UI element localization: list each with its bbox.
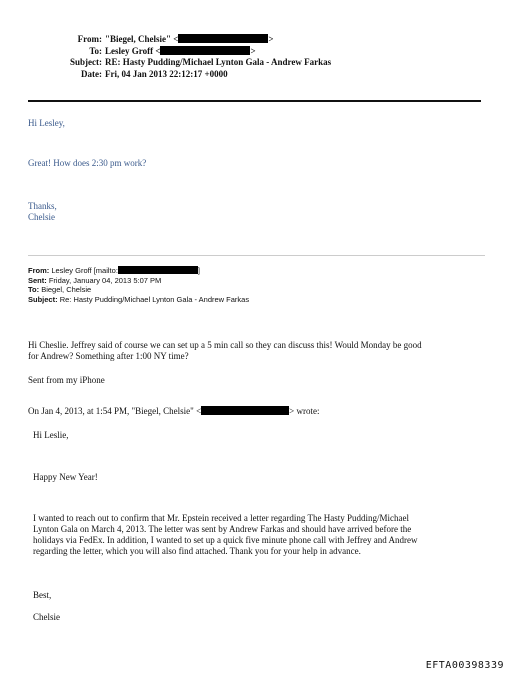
header-to-row <box>10 46 480 58</box>
fwd-subject-row <box>28 295 488 305</box>
subject-label: Subject: <box>70 57 102 67</box>
email-header <box>10 34 480 80</box>
date-label: Date: <box>81 68 102 79</box>
message2-body <box>28 340 488 362</box>
reply-line: Great! How does 2:30 pm work? <box>28 158 147 168</box>
redaction-bar <box>201 406 289 415</box>
quoted-paragraph <box>33 513 493 557</box>
reply-divider <box>28 255 485 256</box>
quoted-closing: Best, <box>33 590 52 600</box>
message2-line: Hi Cheslie. Jeffrey said of course we can set up a 5 min call so they can discuss this! Would Monday be good <box>28 340 422 350</box>
reply-signature: Chelsie <box>28 212 55 222</box>
to-label: To: <box>89 45 102 56</box>
sent-from-iphone: Sent from my iPhone <box>28 375 105 385</box>
from-close: > <box>268 34 274 44</box>
quoted-intro-end: > wrote: <box>289 406 320 416</box>
from-value: "Biegel, Chelsie" < <box>105 34 179 44</box>
quoted-greeting: Hi Leslie, <box>33 430 69 440</box>
redaction-bar <box>118 266 198 274</box>
quoted-line: holidays via FedEx. In addition, I wanted to set up a quick five minute phone call with Jeffrey and Andrew <box>33 535 418 545</box>
quoted-new-year: Happy New Year! <box>33 472 98 482</box>
fwd-from-label: From: <box>28 266 50 275</box>
to-value: Lesley Groff < <box>105 45 161 56</box>
to-close: > <box>250 45 256 56</box>
fwd-sent-label: Sent: <box>28 275 47 285</box>
fwd-sent-row <box>28 276 488 286</box>
quoted-signature: Chelsie <box>33 612 60 622</box>
redaction-bar <box>178 34 268 43</box>
header-divider <box>28 100 481 102</box>
quoted-line: I wanted to reach out to confirm that Mr. Epstein received a letter regarding The Hasty Pudding/Michael <box>33 513 409 523</box>
fwd-subject-value: Re: Hasty Pudding/Michael Lynton Gala - Andrew Farkas <box>59 294 250 304</box>
forwarded-header <box>28 266 488 304</box>
date-value: Fri, 04 Jan 2013 22:12:17 +0000 <box>105 68 228 79</box>
header-subject-row <box>10 57 480 69</box>
fwd-from-close: ] <box>197 266 200 275</box>
fwd-to-value: Biegel, Chelsie <box>41 285 92 294</box>
quoted-line: regarding the letter, which you will also find attached. Thank you for your help in advance. <box>33 546 361 556</box>
fwd-from-value: Lesley Groff [mailto: <box>51 266 118 275</box>
fwd-sent-value: Friday, January 04, 2013 5:07 PM <box>48 275 162 285</box>
quoted-line: Lynton Gala on March 4, 2013. The letter was sent by Andrew Farkas and should have arrived before the <box>33 524 412 534</box>
from-label: From: <box>77 34 102 44</box>
fwd-to-label: To: <box>28 285 40 294</box>
fwd-from-row <box>28 266 488 276</box>
redaction-bar <box>160 46 250 55</box>
bates-number: EFTA00398339 <box>425 660 504 671</box>
message2-line: for Andrew? Something after 1:00 NY time? <box>28 351 189 361</box>
header-from-row <box>10 34 480 46</box>
quoted-intro-text: On Jan 4, 2013, at 1:54 PM, "Biegel, Chelsie" < <box>28 406 202 416</box>
reply-greeting: Hi Lesley, <box>28 118 65 128</box>
subject-value: RE: Hasty Pudding/Michael Lynton Gala - Andrew Farkas <box>105 57 332 67</box>
quoted-intro <box>28 406 488 417</box>
reply-closing: Thanks, <box>28 201 57 211</box>
fwd-subject-label: Subject: <box>28 294 58 304</box>
header-date-row <box>10 69 480 81</box>
fwd-to-row <box>28 285 488 295</box>
